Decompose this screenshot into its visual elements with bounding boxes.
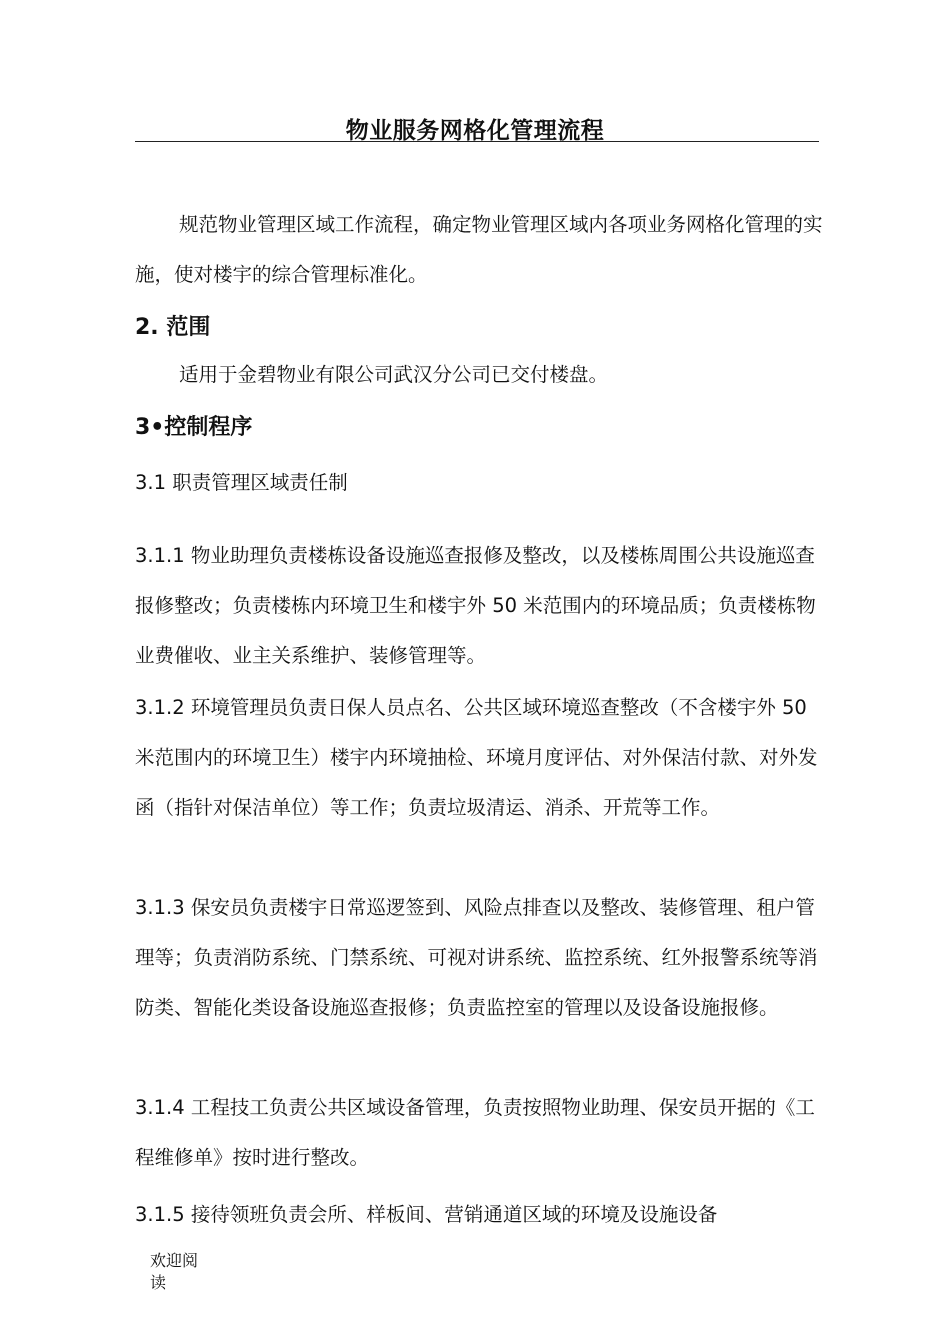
section-2-heading-block xyxy=(135,310,825,341)
section-2-heading: 2. 范围 xyxy=(135,315,211,340)
title-underline xyxy=(135,141,819,142)
clause-3-1-4: 3.1.4 工程技工负责公共区域设备管理，负责按照物业助理、保安员开据的《工程维修单》按时进行整改。 xyxy=(135,1096,815,1169)
clause-3-1-4-block xyxy=(135,1083,825,1183)
document-title: 物业服务网格化管理流程 xyxy=(345,118,605,144)
clause-3-1-3-block xyxy=(135,883,825,1033)
section-2-text-block xyxy=(135,350,825,400)
subsection-3-1-heading: 3.1 职责管理区域责任制 xyxy=(135,471,348,494)
clause-3-1-2: 3.1.2 环境管理员负责日保人员点名、公共区域环境巡查整改（不含楼宇外 50 米范围内的环境卫生）楼宇内环境抽检、环境月度评估、对外保洁付款、对外发函（指针对保洁单位）等工作；负责垃圾清运、消杀、开荒等工作。 xyxy=(135,696,818,819)
section-2-text: 适用于金碧物业有限公司武汉分公司已交付楼盘。 xyxy=(179,363,609,386)
section-3-heading-block xyxy=(135,410,825,441)
clause-3-1-5-block xyxy=(135,1190,825,1240)
subsection-3-1-block xyxy=(135,458,825,508)
clause-3-1-1: 3.1.1 物业助理负责楼栋设备设施巡查报修及整改，以及楼栋周围公共设施巡查报修整改；负责楼栋内环境卫生和楼宇外 50 米范围内的环境品质；负责楼栋物业费催收、业主关系维护、装修管理等。 xyxy=(135,544,816,667)
intro-paragraph-block xyxy=(135,200,825,300)
clause-3-1-2-block xyxy=(135,683,825,833)
section-3-heading: 3•控制程序 xyxy=(135,415,253,440)
footer-note: 欢迎阅读 xyxy=(150,1251,199,1292)
clause-3-1-5: 3.1.5 接待领班负责会所、样板间、营销通道区域的环境及设施设备 xyxy=(135,1203,718,1226)
clause-3-1-1-block xyxy=(135,531,825,681)
intro-paragraph: 规范物业管理区域工作流程，确定物业管理区域内各项业务网格化管理的实施，使对楼宇的综合管理标准化。 xyxy=(135,213,823,286)
clause-3-1-3: 3.1.3 保安员负责楼宇日常巡逻签到、风险点排查以及整改、装修管理、租户管理等；负责消防系统、门禁系统、可视对讲系统、监控系统、红外报警系统等消防类、智能化类设备设施巡查报修；负责监控室的管理以及设备设施报修。 xyxy=(135,896,818,1019)
